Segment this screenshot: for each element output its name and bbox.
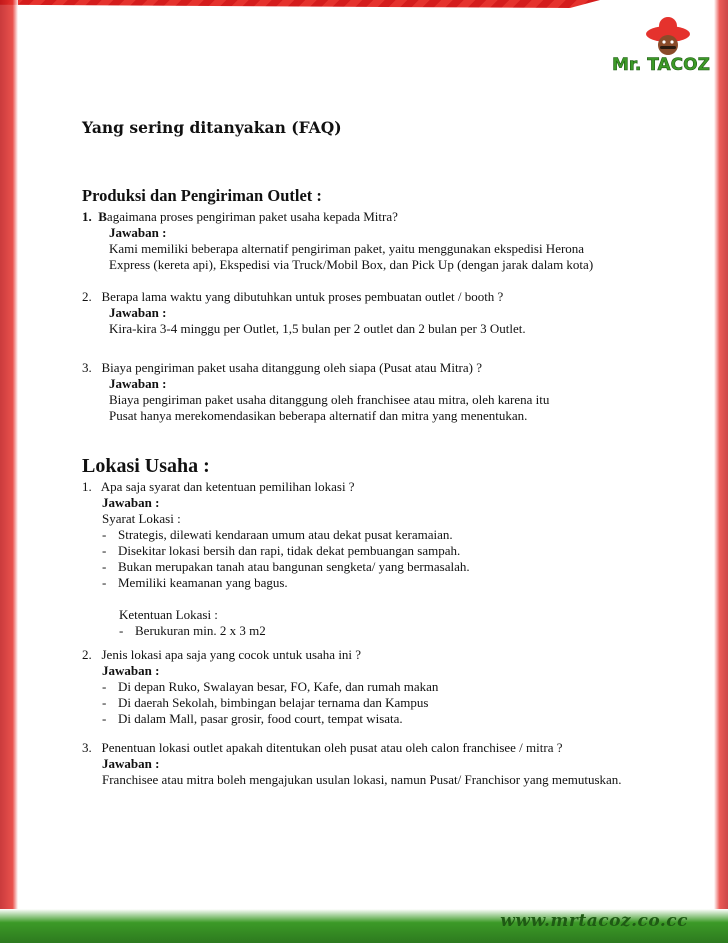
ketentuan-label: Ketentuan Lokasi : [119,607,218,622]
list-item: - Disekitar lokasi bersih dan rapi, tidak dekat pembuangan sampah. [102,543,461,558]
faq-item-produksi-3 [82,360,549,424]
faq-item-lokasi-3 [82,740,622,788]
faq-item-lokasi-1 [82,479,470,639]
answer-text: Kami memiliki beberapa alternatif pengiriman paket, yaitu menggunakan ekspedisi Herona [109,241,585,256]
list-item: - Di depan Ruko, Swalayan besar, FO, Kafe, dan rumah makan [102,679,439,694]
list-item: - Di daerah Sekolah, bimbingan belajar ternama dan Kampus [102,695,429,710]
faq-item-produksi-2 [82,289,526,337]
answer [102,495,470,527]
brand-logo [606,12,718,82]
answer-label: Jawaban : [109,376,167,391]
answer-text: Biaya pengiriman paket usaha ditanggung oleh franchisee atau mitra, oleh karena itu [109,392,550,407]
website-url: www.mrtacoz.co.cc [500,911,688,931]
syarat-label: Syarat Lokasi : [102,511,181,526]
question: 2. Berapa lama waktu yang dibutuhkan untuk proses pembuatan outlet / booth ? [82,289,504,304]
section-heading-produksi: Produksi dan Pengiriman Outlet : [82,186,322,205]
decorative-left-stripe [0,0,18,943]
faq-item-produksi-1 [82,209,593,273]
question: 3. Penentuan lokasi outlet apakah ditentukan oleh pusat atau oleh calon franchisee / mitra ? [82,740,563,755]
question: 3. Biaya pengiriman paket usaha ditanggung oleh siapa (Pusat atau Mitra) ? [82,360,482,375]
list-item: - Bukan merupakan tanah atau bangunan sengketa/ yang bermasalah. [102,559,470,574]
answer [109,225,593,273]
question: 1. Apa saja syarat dan ketentuan pemilihan lokasi ? [82,479,355,494]
answer [102,663,438,679]
decorative-right-stripe [714,0,728,943]
answer-label: Jawaban : [109,225,167,240]
answer-label: Jawaban : [109,305,167,320]
mr-tacoz-logo-icon [606,12,718,82]
answer-label: Jawaban : [102,663,160,678]
answer [102,756,622,788]
answer-text: Kira-kira 3-4 minggu per Outlet, 1,5 bulan per 2 outlet dan 2 bulan per 3 Outlet. [109,321,526,336]
section-heading-lokasi: Lokasi Usaha : [82,455,210,477]
answer [109,305,526,337]
list-item: - Strategis, dilewati kendaraan umum atau dekat pusat keramaian. [102,527,453,542]
answer-label: Jawaban : [102,495,160,510]
answer [109,376,549,424]
svg-text:Mr. TACOZ: Mr. TACOZ [612,55,710,75]
decorative-top-stripe [0,0,600,40]
answer-text: Pusat hanya merekomendasikan beberapa alternatif dan mitra yang menentukan. [109,408,528,423]
list-item: - Di dalam Mall, pasar grosir, food court, tempat wisata. [102,711,403,726]
answer-label: Jawaban : [102,756,160,771]
question: 1. Bagaimana proses pengiriman paket usaha kepada Mitra? [82,209,398,224]
answer-text: Express (kereta api), Ekspedisi via Truck/Mobil Box, dan Pick Up (dengan jarak dalam kota) [109,257,594,272]
answer-text: Franchisee atau mitra boleh mengajukan usulan lokasi, namun Pusat/ Franchisor yang memutuskan. [102,772,622,787]
question: 2. Jenis lokasi apa saja yang cocok untuk usaha ini ? [82,647,362,662]
page-title: Yang sering ditanyakan (FAQ) [82,118,342,137]
list-item: - Memiliki keamanan yang bagus. [102,575,288,590]
faq-item-lokasi-2 [82,647,438,727]
list-item: - Berukuran min. 2 x 3 m2 [119,623,266,638]
